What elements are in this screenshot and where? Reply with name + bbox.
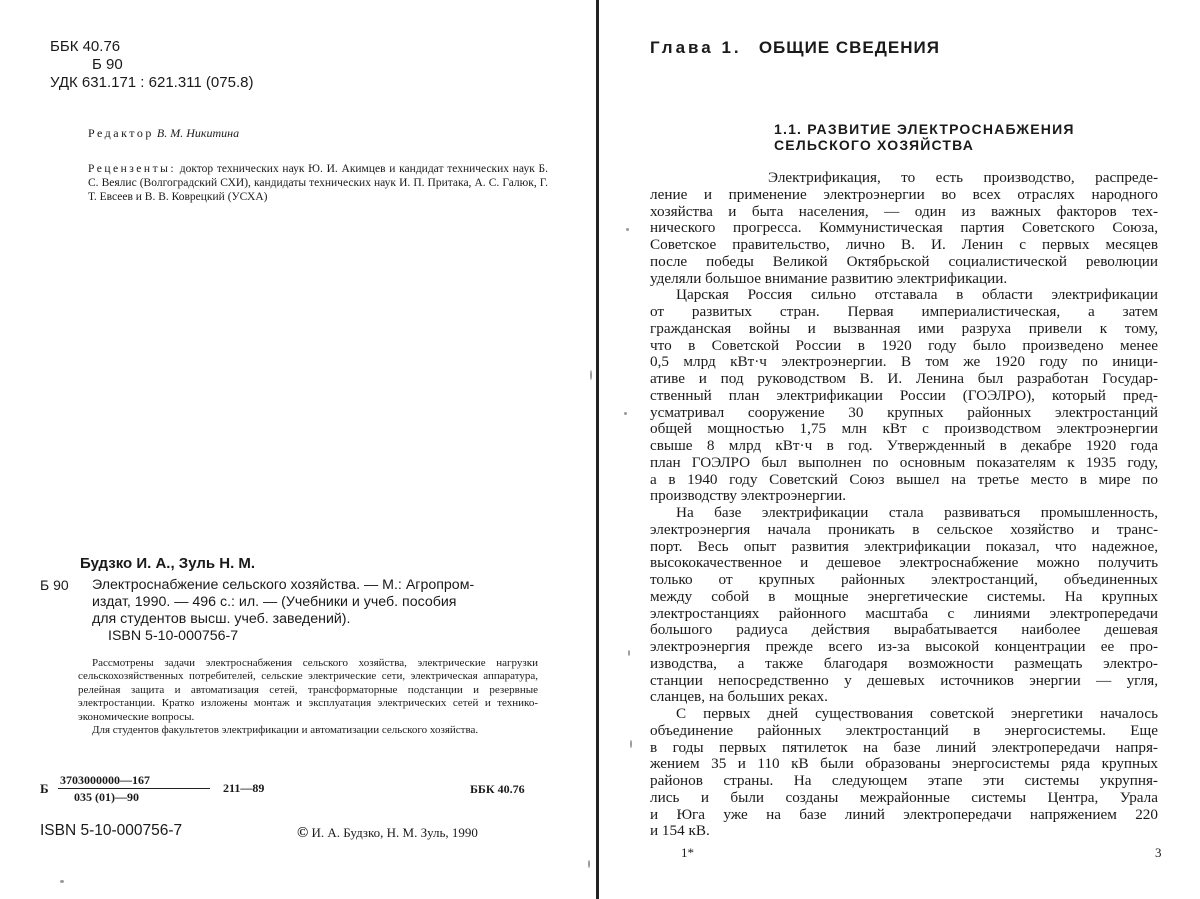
- body-line: нического прогресса. Коммунистическая партия Советского Союза,: [650, 219, 1158, 237]
- body-line: районов страны. На следующем этапе эти системы укрупня-: [650, 772, 1158, 789]
- annotation-paragraph: Рассмотрены задачи электроснабжения сельского хозяйства, электрические нагрузки сельскохозяйственных потребителей, сельские электрические сети, электрическая аппаратура, релейная защита и автоматизация сетей, трансформаторные подстанции и резервные электростанции. Кратко изложены монтаж и эксплуатация электрических сетей и технико-экономические вопросы.: [78, 657, 538, 723]
- body-line: производству электроэнергии.: [650, 487, 847, 505]
- body-line: электростанциях районного масштаба с линиями электропередачи: [650, 604, 1158, 622]
- copyright: [297, 825, 478, 842]
- body-line: 0,5 млрд кВт·ч электроэнергии. В том же 1920 году по иници-: [650, 353, 1158, 371]
- body-line: свыше 8 млрд кВт·ч в год. Утвержденный в декабре 1920 года: [650, 437, 1158, 454]
- scan-speck: [624, 412, 627, 415]
- imprint-code: 211—89: [223, 781, 265, 795]
- body-line: уделяли большое внимание развитию электрификации.: [650, 269, 1008, 287]
- body-line: изводства, а также благодаря возможности размещать электро-: [650, 654, 1158, 672]
- annotation-paragraph: Для студентов факультетов электрификации и автоматизации сельского хозяйства.: [92, 724, 479, 737]
- body-line: объединение районных электростанций в энергосистемы. Еще: [650, 721, 1158, 739]
- chapter-title: ОБЩИЕ СВЕДЕНИЯ: [758, 38, 940, 57]
- udk-code: УДК 631.171 : 621.311 (075.8): [50, 74, 254, 91]
- section-title-line: 1.1. РАЗВИТИЕ ЭЛЕКТРОСНАБЖЕНИЯ: [774, 121, 1075, 137]
- body-text: [650, 170, 1158, 840]
- imprint-numerator: 3703000000—167: [60, 773, 150, 787]
- bibliography-line: Электроснабжение сельского хозяйства. — М.: Агропром-: [92, 577, 475, 593]
- scan-speck: [588, 860, 590, 868]
- body-line: электроэнергия прежде всего из-за высокой концентрации ее про-: [650, 638, 1158, 655]
- page-number: 3: [1155, 845, 1162, 860]
- reviewers-block: [88, 162, 548, 204]
- body-line: лись и были созданы межрайонные системы Центра, Урала: [650, 788, 1158, 806]
- body-line: жением 35 и 110 кВ были образованы энергосистемы ряда крупных: [650, 755, 1158, 773]
- bibliography-description: [92, 577, 538, 645]
- body-line: порт. Весь опыт развития электрификации показал, что надежное,: [650, 537, 1158, 555]
- bibliography-isbn: ISBN 5-10-000756-7: [108, 628, 239, 644]
- fraction-bar: [58, 788, 210, 789]
- body-line: в годы первых пятилеток на базе линий электропередачи напря-: [650, 738, 1158, 756]
- scan-speck: [628, 650, 630, 656]
- bibliography-line: для студентов высш. учеб. заведений).: [92, 611, 351, 627]
- body-line: и 154 кВ.: [650, 822, 710, 840]
- body-paragraph: [650, 706, 1158, 840]
- isbn: ISBN 5-10-000756-7: [40, 822, 183, 839]
- body-line: от развитых стран. Первая империалистическая, а затем: [650, 303, 1158, 320]
- body-line: Советское правительство, лично В. И. Ленин с первых месяцев: [650, 236, 1158, 253]
- body-line: только от крупных районных электростанций, объединенных: [650, 571, 1158, 588]
- body-line: а в 1940 году Советский Союз вышел на третье место в мире по: [650, 470, 1158, 488]
- body-line: ление и применение электроэнергии во всех отраслях народного: [650, 185, 1158, 203]
- signature-mark: 1*: [681, 845, 694, 860]
- body-line: большого радиуса действия вырабатывается наиболее дешевая: [650, 621, 1158, 639]
- page-gutter: [596, 0, 599, 899]
- section-title-line: СЕЛЬСКОГО ХОЗЯЙСТВА: [774, 137, 975, 153]
- body-paragraph: [650, 505, 1158, 706]
- body-line: ативе и под руководством В. И. Ленина был разработан Государ-: [650, 370, 1158, 387]
- body-line: общей мощностью 1,75 млн кВт с производством электроэнергии: [650, 420, 1158, 438]
- editor-name: В. М. Никитина: [156, 126, 240, 140]
- editor-line: [88, 126, 239, 141]
- body-line: станции непосредственно у дешевых источников энергии — угля,: [650, 671, 1158, 689]
- body-paragraph: [650, 170, 1158, 287]
- classification-block: [50, 38, 253, 92]
- annotation: [78, 657, 538, 737]
- chapter-label: Глава 1.: [650, 38, 742, 57]
- body-line: Царская Россия сильно отставала в области электрификации: [676, 286, 1158, 304]
- body-line: план ГОЭЛРО был выполнен по основным показателям к 1935 году,: [650, 453, 1158, 471]
- body-line: На базе электрификации стала развиваться промышленность,: [676, 504, 1158, 521]
- imprint-bbk: ББК 40.76: [470, 782, 525, 796]
- bibliography-code: Б 90: [40, 577, 69, 593]
- body-line: С первых дней существования советской энергетики началось: [676, 705, 1158, 722]
- body-line: между собой в мощные энергетические системы. На крупных: [650, 587, 1158, 605]
- body-line: и Юга уже на базе линий электропередачи напряжением 220: [650, 805, 1158, 823]
- body-line: ственный план электрификации России (ГОЭЛРО), который пред-: [650, 386, 1158, 404]
- section-heading: [774, 121, 1134, 153]
- bibliography-line: издат, 1990. — 496 с.: ил. — (Учебники и учеб. пособия: [92, 594, 457, 610]
- bbk-code: ББК 40.76: [50, 38, 121, 55]
- editor-label: Редактор: [88, 126, 154, 140]
- bibliography-authors: Будзко И. А., Зуль Н. М.: [80, 555, 256, 572]
- left-page: [0, 0, 598, 899]
- body-line: хозяйства и быта населения, — один из важных факторов тех-: [650, 202, 1158, 220]
- reviewers-text: доктор технических наук Ю. И. Акимцев и кандидат технических наук Б. С. Веялис (Волгоградский СХИ), кандидаты технических наук И. П. Притака, А. С. Галюк, Г. Т. Евсеев и В. В. Коврецкий (УСХА): [88, 163, 548, 203]
- right-page: [602, 0, 1200, 899]
- body-line: гражданская войны и вызванная ими разруха привели к тому,: [650, 319, 1158, 337]
- scan-speck: [630, 740, 632, 748]
- body-line: что в Советской России в 1920 году было произведено менее: [650, 336, 1158, 354]
- chapter-heading: [650, 38, 940, 58]
- body-line: после победы Великой Октябрьской социалистической революции: [650, 252, 1158, 270]
- body-line: электроэнергия начала проникать в сельское хозяйство и транс-: [650, 520, 1158, 538]
- reviewers-label: Рецензенты:: [88, 163, 177, 175]
- author-mark: Б 90: [92, 56, 123, 73]
- copyright-symbol: ©: [297, 825, 309, 841]
- imprint-denominator: 035 (01)—90: [74, 790, 139, 804]
- body-line: сланцев, на больших реках.: [650, 688, 828, 706]
- scan-speck: [626, 228, 629, 231]
- scan-speck: [590, 370, 592, 380]
- imprint-letter: Б: [40, 781, 49, 796]
- copyright-text: И. А. Будзко, Н. М. Зуль, 1990: [311, 825, 478, 840]
- body-line: усматривал сооружение 30 крупных районных электростанций: [650, 403, 1158, 421]
- body-line: Электрификация, то есть производство, распреде-: [768, 169, 1158, 186]
- body-paragraph: [650, 287, 1158, 505]
- scan-speck: [60, 880, 64, 883]
- body-line: высококачественное и дешевое электроснабжение можно получить: [650, 554, 1158, 572]
